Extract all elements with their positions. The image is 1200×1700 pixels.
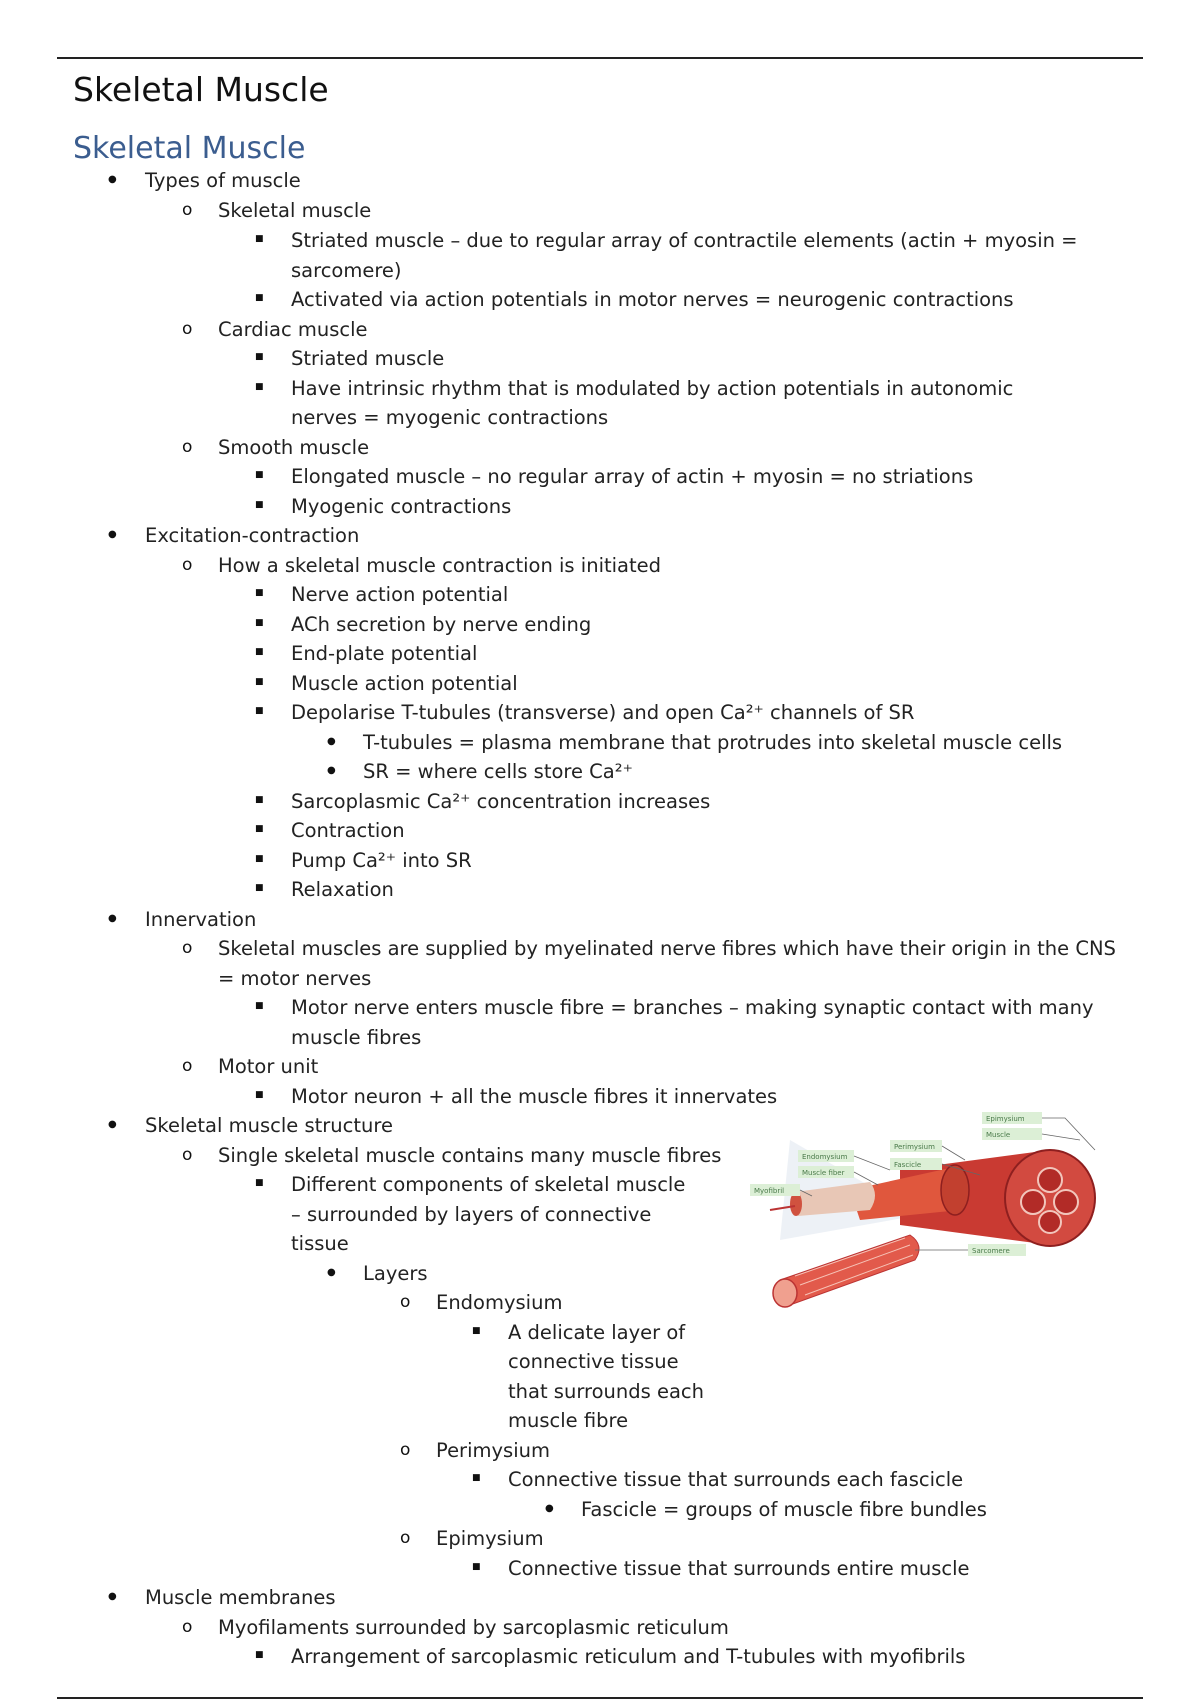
item-text: ■ Pump Ca²⁺ into SR xyxy=(291,848,472,872)
item-text: ● Types of muscle xyxy=(145,169,301,192)
item-text: ■ Have intrinsic rhythm that is modulated by action potentials in autonomic nerves = myogenic contractions xyxy=(291,376,1014,429)
bottom-rule xyxy=(57,1697,1143,1699)
list-item xyxy=(218,1052,1118,1082)
item-text: ● Fascicle = groups of muscle fibre bundles xyxy=(581,1497,987,1521)
list-item xyxy=(291,1170,691,1259)
list-item xyxy=(508,1318,723,1436)
fascicle-circle xyxy=(1039,1211,1061,1233)
item-text: ● SR = where cells store Ca²⁺ xyxy=(363,760,633,783)
item-text: o Epimysium xyxy=(436,1527,544,1550)
list-item xyxy=(291,492,1121,522)
item-text: o How a skeletal muscle contraction is initiated xyxy=(218,553,662,577)
list-item xyxy=(508,1554,1148,1584)
top-rule xyxy=(57,57,1143,59)
section-heading: Skeletal Muscle xyxy=(73,131,306,166)
list-item xyxy=(291,580,1121,610)
item-text: ● Layers xyxy=(363,1261,428,1285)
fascicle-end xyxy=(941,1165,969,1215)
item-text: ■ Connective tissue that surrounds entire muscle xyxy=(508,1556,970,1580)
figure-label: Endomysium xyxy=(802,1153,848,1161)
figure-label: Sarcomere xyxy=(972,1247,1010,1255)
list-item xyxy=(291,462,1121,492)
item-text: o Myofilaments surrounded by sarcoplasmic reticulum xyxy=(218,1615,729,1639)
list-item xyxy=(218,315,1118,345)
list-item xyxy=(291,993,1121,1052)
list-item xyxy=(218,433,1118,463)
list-item xyxy=(291,669,1121,699)
item-text: o Perimysium xyxy=(436,1438,550,1462)
item-text: ■ Depolarise T-tubules (transverse) and open Ca²⁺ channels of SR xyxy=(291,701,915,724)
list-item xyxy=(218,196,1118,226)
list-item xyxy=(145,521,1125,551)
list-item xyxy=(508,1465,1148,1495)
item-text: o Endomysium xyxy=(436,1291,563,1314)
enlarged-fiber-end xyxy=(773,1279,797,1307)
figure-label: Myofibril xyxy=(754,1187,785,1195)
list-item xyxy=(291,285,1121,315)
list-item xyxy=(145,905,1125,935)
figure-label: Fascicle xyxy=(894,1161,922,1169)
list-item xyxy=(291,787,1121,817)
outline xyxy=(0,166,1200,1672)
list-item xyxy=(291,639,1121,669)
list-item xyxy=(363,757,1123,787)
figure-label: Muscle xyxy=(986,1131,1011,1139)
item-text: ● Innervation xyxy=(145,907,257,931)
item-text: ■ Arrangement of sarcoplasmic reticulum and T-tubules with myofibrils xyxy=(291,1645,966,1668)
item-text: ■ Connective tissue that surrounds each fascicle xyxy=(508,1468,964,1491)
item-text: o Skeletal muscles are supplied by myelinated nerve fibres which have their origin in the CNS = motor nerves xyxy=(218,937,1116,990)
list-item xyxy=(145,1583,1125,1613)
item-text: ■ Nerve action potential xyxy=(291,583,509,606)
item-text: ● T-tubules = plasma membrane that protrudes into skeletal muscle cells xyxy=(363,730,1063,754)
document-title: Skeletal Muscle xyxy=(73,70,329,109)
list-item xyxy=(218,934,1118,993)
item-text: o Skeletal muscle xyxy=(218,198,372,222)
list-item xyxy=(291,610,1121,640)
item-text: ■ Activated via action potentials in motor nerves = neurogenic contractions xyxy=(291,288,1014,311)
item-text: ■ A delicate layer of connective tissue that surrounds each muscle fibre xyxy=(508,1320,704,1432)
muscle-structure-figure xyxy=(750,1110,1130,1360)
item-text: ■ Striated muscle xyxy=(291,347,445,370)
list-item xyxy=(291,698,1121,728)
item-text: ■ ACh secretion by nerve ending xyxy=(291,612,592,636)
item-text: o Single skeletal muscle contains many muscle fibres xyxy=(218,1143,722,1167)
item-text: ■ Myogenic contractions xyxy=(291,494,512,518)
item-text: o Smooth muscle xyxy=(218,435,370,459)
fascicle-circle xyxy=(1038,1168,1062,1192)
item-text: ■ Motor neuron + all the muscle fibres it innervates xyxy=(291,1084,778,1108)
figure-label: Perimysium xyxy=(894,1143,935,1151)
list-item xyxy=(291,875,1121,905)
item-text: ■ Contraction xyxy=(291,819,405,842)
item-text: ■ Sarcoplasmic Ca²⁺ concentration increases xyxy=(291,789,711,813)
list-item xyxy=(218,551,1118,581)
list-item xyxy=(291,374,1121,433)
list-item xyxy=(291,846,1121,876)
item-text: ■ End-plate potential xyxy=(291,642,478,665)
item-text: ● Excitation-contraction xyxy=(145,524,360,547)
item-text: ■ Relaxation xyxy=(291,878,394,901)
list-item xyxy=(581,1495,1141,1525)
enlarged-fiber xyxy=(780,1235,919,1305)
item-text: ● Muscle membranes xyxy=(145,1586,336,1609)
fascicle-circle xyxy=(1054,1190,1078,1214)
list-item xyxy=(291,1082,1121,1112)
list-item xyxy=(436,1524,836,1554)
figure-label: Epimysium xyxy=(986,1115,1025,1123)
list-item xyxy=(436,1436,836,1466)
list-item xyxy=(291,344,1121,374)
item-text: o Cardiac muscle xyxy=(218,317,368,341)
item-text: ● Skeletal muscle structure xyxy=(145,1114,393,1137)
item-text: ■ Motor nerve enters muscle fibre = branches – making synaptic contact with many muscle fibres xyxy=(291,996,1094,1049)
list-item xyxy=(145,166,1125,196)
list-item xyxy=(363,728,1123,758)
list-item xyxy=(291,1642,1121,1672)
list-item xyxy=(291,816,1121,846)
item-text: ■ Different components of skeletal muscle – surrounded by layers of connective tissue xyxy=(291,1173,686,1255)
list-item xyxy=(291,226,1121,285)
list-item xyxy=(218,1613,1118,1643)
figure-label: Muscle fiber xyxy=(802,1169,845,1177)
item-text: ■ Muscle action potential xyxy=(291,671,518,695)
fascicle-circle xyxy=(1021,1190,1045,1214)
item-text: ■ Elongated muscle – no regular array of actin + myosin = no striations xyxy=(291,465,974,488)
item-text: o Motor unit xyxy=(218,1055,319,1078)
item-text: ■ Striated muscle – due to regular array of contractile elements (actin + myosin = sarcomere) xyxy=(291,229,1078,282)
